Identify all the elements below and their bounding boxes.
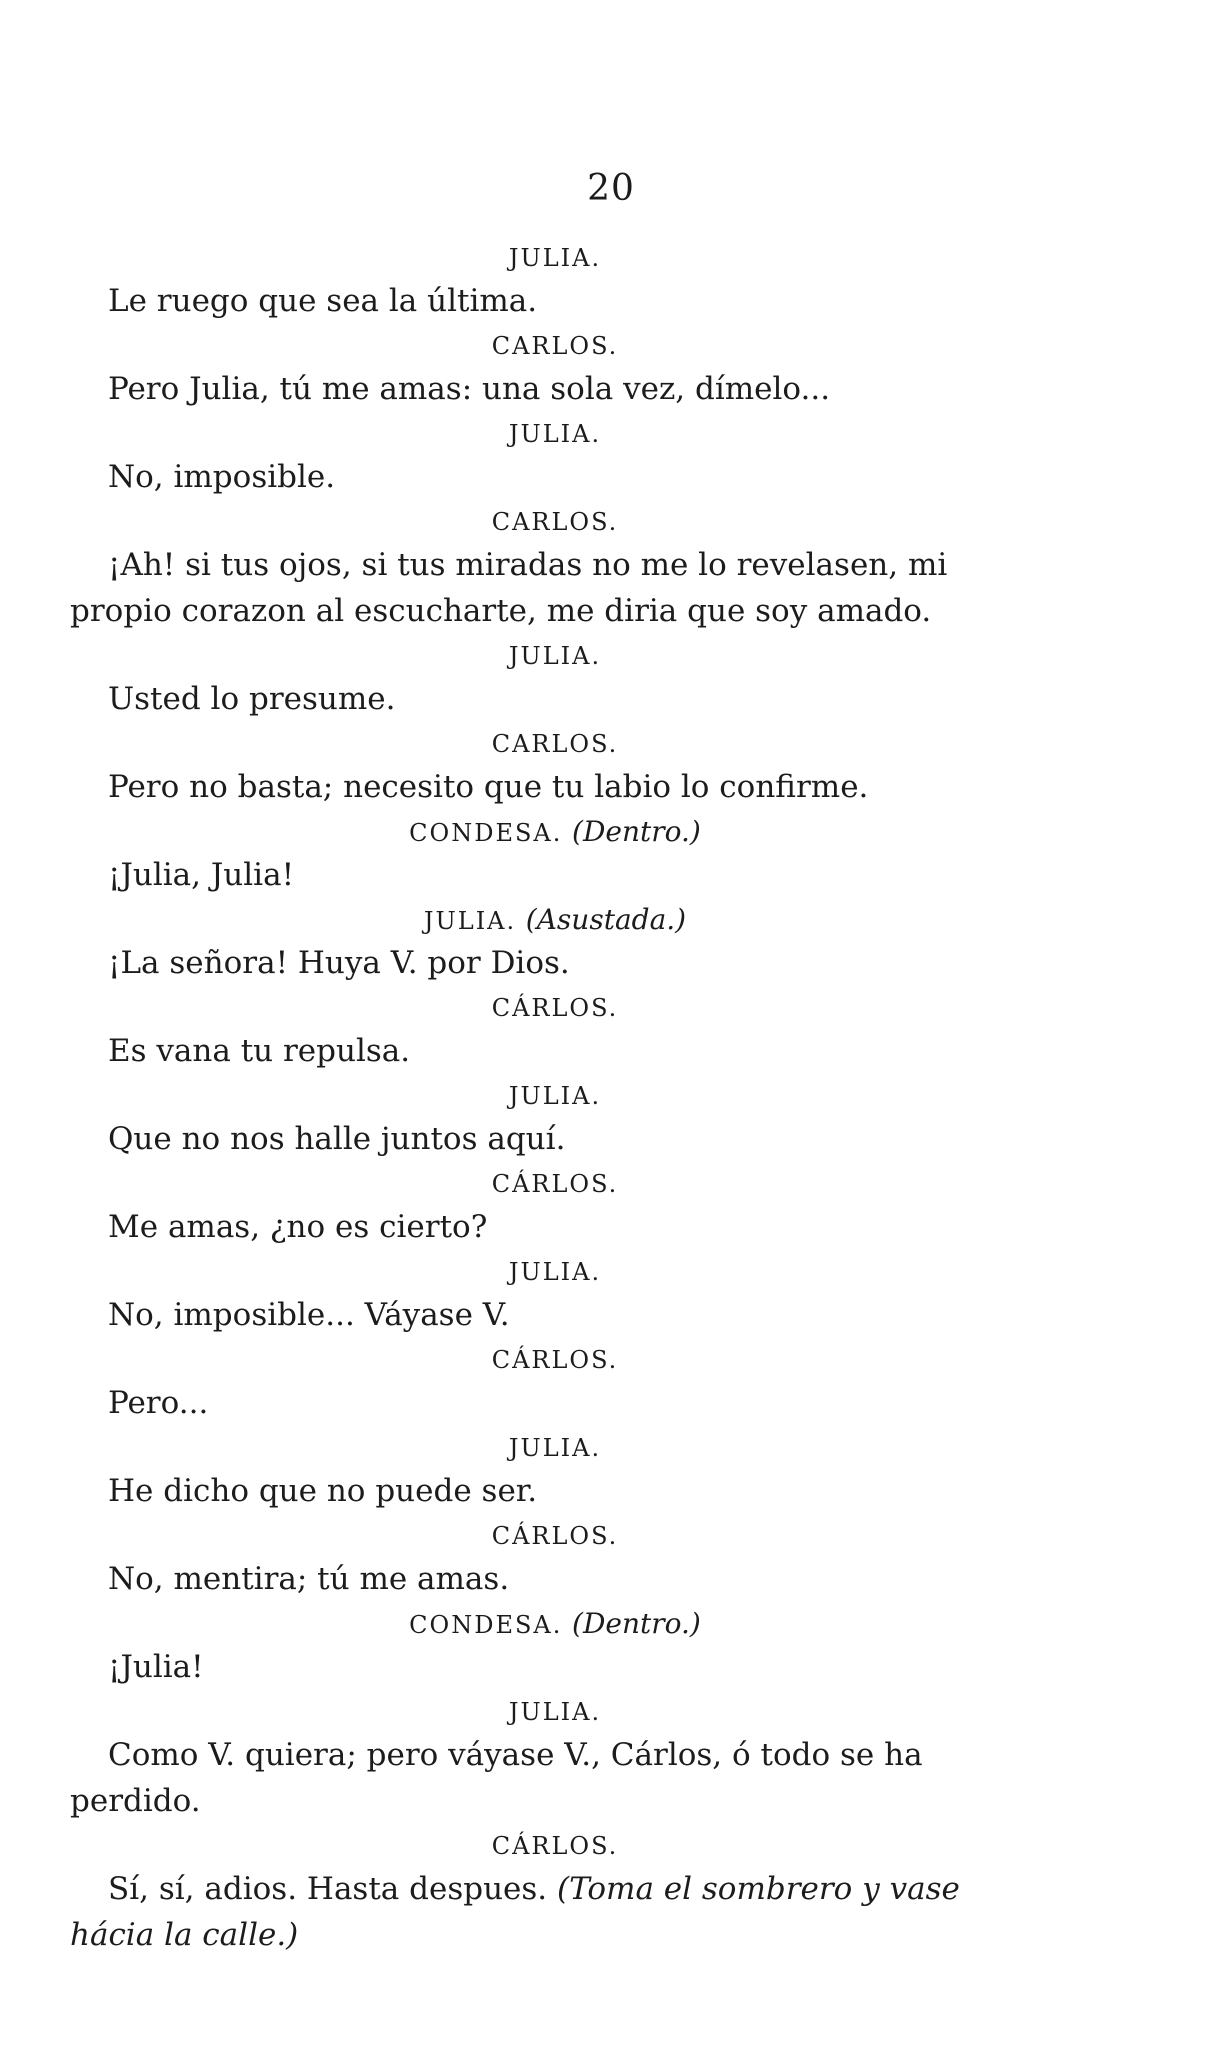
dialogue-line: Usted lo presume. <box>108 681 396 717</box>
speaker-name: CARLOS. <box>491 730 619 758</box>
speaker-name: CONDESA. (Dentro.) <box>409 1607 701 1640</box>
dialogue-line: ¡La señora! Huya V. por Dios. <box>108 945 570 981</box>
speaker-name: JULIA. <box>508 1258 602 1286</box>
stage-direction: (Asustada.) <box>525 903 687 936</box>
stage-direction: (Dentro.) <box>572 1607 701 1640</box>
speaker-name: JULIA. (Asustada.) <box>423 903 687 936</box>
speaker-name: CÁRLOS. <box>491 1522 619 1550</box>
speaker-name: JULIA. <box>508 1082 602 1110</box>
dialogue-line: Es vana tu repulsa. <box>108 1033 411 1069</box>
dialogue-line: Que no nos halle juntos aquí. <box>108 1121 566 1157</box>
stage-direction: (Toma el sombrero y vase hácia la calle.) <box>70 1871 960 1953</box>
dialogue-block <box>70 238 1040 1960</box>
speaker-name: JULIA. <box>508 642 602 670</box>
speaker-name: CÁRLOS. <box>491 1346 619 1374</box>
speaker-name: JULIA. <box>508 1698 602 1726</box>
dialogue-line: No, imposible... Váyase V. <box>108 1297 510 1333</box>
speaker-name: JULIA. <box>508 244 602 272</box>
speaker-name: CONDESA. (Dentro.) <box>409 815 701 848</box>
speaker-name: CÁRLOS. <box>491 1170 619 1198</box>
dialogue-line: ¡Julia! <box>108 1649 204 1685</box>
dialogue-line: Pero... <box>108 1385 209 1421</box>
dialogue-line: No, imposible. <box>108 459 336 495</box>
dialogue-line: He dicho que no puede ser. <box>108 1473 538 1509</box>
speaker-name: CARLOS. <box>491 508 619 536</box>
dialogue-line: Como V. quiera; pero váyase V., Cárlos, ó todo se ha perdido. <box>70 1737 923 1819</box>
dialogue-line: ¡Julia, Julia! <box>108 857 295 893</box>
dialogue-line: Le ruego que sea la última. <box>108 283 538 319</box>
page-number: 20 <box>587 168 635 209</box>
speaker-name: JULIA. <box>508 420 602 448</box>
dialogue-line: Pero Julia, tú me amas: una sola vez, dímelo... <box>108 371 831 407</box>
speaker-name: CÁRLOS. <box>491 994 619 1022</box>
dialogue-line: Me amas, ¿no es cierto? <box>108 1209 488 1245</box>
stage-direction: (Dentro.) <box>572 815 701 848</box>
speaker-name: CARLOS. <box>491 332 619 360</box>
speaker-name: CÁRLOS. <box>491 1832 619 1860</box>
dialogue-line: ¡Ah! si tus ojos, si tus miradas no me lo revelasen, mi propio corazon al escucharte, me diria que soy amado. <box>70 547 948 629</box>
dialogue-line: Pero no basta; necesito que tu labio lo confirme. <box>108 769 869 805</box>
dialogue-line: No, mentira; tú me amas. <box>108 1561 510 1597</box>
speaker-name: JULIA. <box>508 1434 602 1462</box>
dialogue-line: Sí, sí, adios. Hasta despues. (Toma el sombrero y vase hácia la calle.) <box>70 1871 960 1953</box>
